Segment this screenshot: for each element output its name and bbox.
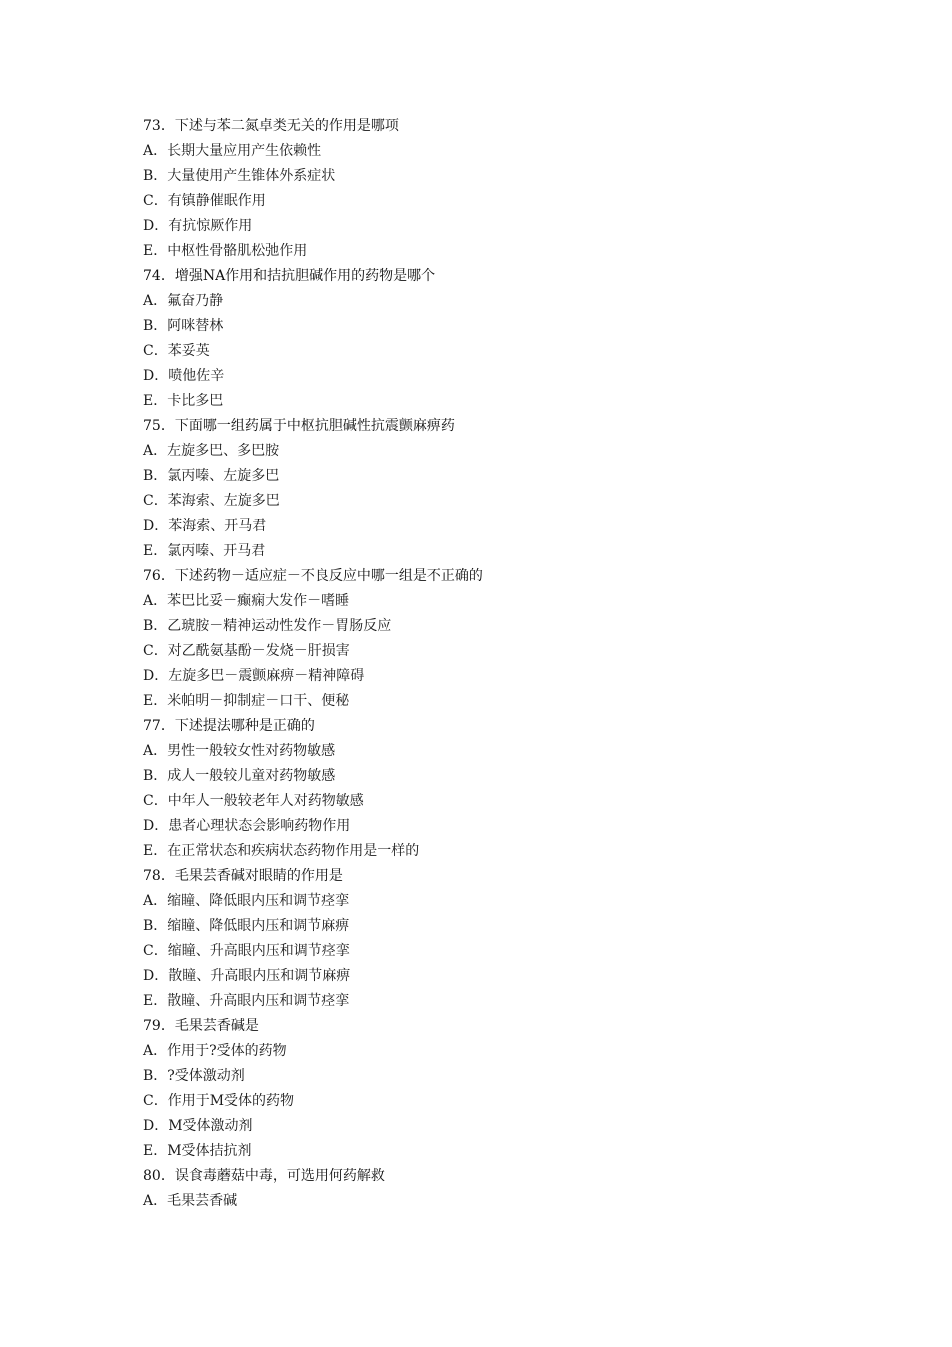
question-77-option-d: D．患者心理状态会影响药物作用 (143, 818, 351, 834)
question-76-option-c: C．对乙酰氨基酚－发烧－肝损害 (143, 643, 350, 659)
question-78-option-b: B．缩瞳、降低眼内压和调节麻痹 (143, 918, 350, 934)
question-78-option-d: D．散瞳、升高眼内压和调节麻痹 (143, 968, 351, 984)
question-74-option-e: E．卡比多巴 (143, 393, 224, 409)
question-79-option-b: B．?受体激动剂 (143, 1068, 245, 1084)
question-77-option-a: A．男性一般较女性对药物敏感 (143, 743, 336, 759)
question-73-option-e: E．中枢性骨骼肌松弛作用 (143, 243, 308, 259)
question-75-option-a: A．左旋多巴、多巴胺 (143, 443, 280, 459)
document-page (143, 114, 843, 1214)
question-75-option-b: B．氯丙嗪、左旋多巴 (143, 468, 280, 484)
question-78-option-c: C．缩瞳、升高眼内压和调节痉挛 (143, 943, 350, 959)
question-79-option-a: A．作用于?受体的药物 (143, 1043, 287, 1059)
question-76-option-d: D．左旋多巴－震颤麻痹－精神障碍 (143, 668, 365, 684)
question-77-option-c: C．中年人一般较老年人对药物敏感 (143, 793, 364, 809)
question-75-option-e: E．氯丙嗪、开马君 (143, 543, 266, 559)
question-80-option-a: A．毛果芸香碱 (143, 1193, 238, 1209)
question-73-option-b: B．大量使用产生锥体外系症状 (143, 168, 336, 184)
question-74-option-c: C．苯妥英 (143, 343, 210, 359)
question-79-option-e: E．M受体拮抗剂 (143, 1143, 252, 1159)
question-78-stem: 78．毛果芸香碱对眼睛的作用是 (143, 868, 343, 884)
question-75-option-c: C．苯海索、左旋多巴 (143, 493, 280, 509)
question-79-option-d: D．M受体激动剂 (143, 1118, 253, 1134)
question-77-option-e: E．在正常状态和疾病状态药物作用是一样的 (143, 843, 420, 859)
question-74-option-d: D．喷他佐辛 (143, 368, 225, 384)
question-73-stem: 73．下述与苯二氮卓类无关的作用是哪项 (143, 118, 399, 134)
question-74-stem: 74．增强NA作用和拮抗胆碱作用的药物是哪个 (143, 268, 436, 284)
question-73-option-d: D．有抗惊厥作用 (143, 218, 253, 234)
question-78-option-e: E．散瞳、升高眼内压和调节痉挛 (143, 993, 350, 1009)
question-76-option-b: B．乙琥胺－精神运动性发作－胃肠反应 (143, 618, 392, 634)
question-73-option-c: C．有镇静催眠作用 (143, 193, 266, 209)
question-74-option-a: A．氟奋乃静 (143, 293, 224, 309)
question-73-option-a: A．长期大量应用产生依赖性 (143, 143, 322, 159)
question-79-option-c: C．作用于M受体的药物 (143, 1093, 295, 1109)
question-77-option-b: B．成人一般较儿童对药物敏感 (143, 768, 336, 784)
question-75-option-d: D．苯海索、开马君 (143, 518, 267, 534)
question-78-option-a: A．缩瞳、降低眼内压和调节痉挛 (143, 893, 350, 909)
question-76-option-a: A．苯巴比妥－癫痫大发作－嗜睡 (143, 593, 350, 609)
question-75-stem: 75．下面哪一组药属于中枢抗胆碱性抗震颤麻痹药 (143, 418, 455, 434)
question-74-option-b: B．阿咪替林 (143, 318, 224, 334)
question-79-stem: 79．毛果芸香碱是 (143, 1018, 259, 1034)
question-76-option-e: E．米帕明－抑制症－口干、便秘 (143, 693, 350, 709)
question-80-stem: 80．误食毒蘑菇中毒，可选用何药解救 (143, 1168, 385, 1184)
question-77-stem: 77．下述提法哪种是正确的 (143, 718, 315, 734)
question-76-stem: 76．下述药物－适应症－不良反应中哪一组是不正确的 (143, 568, 483, 584)
